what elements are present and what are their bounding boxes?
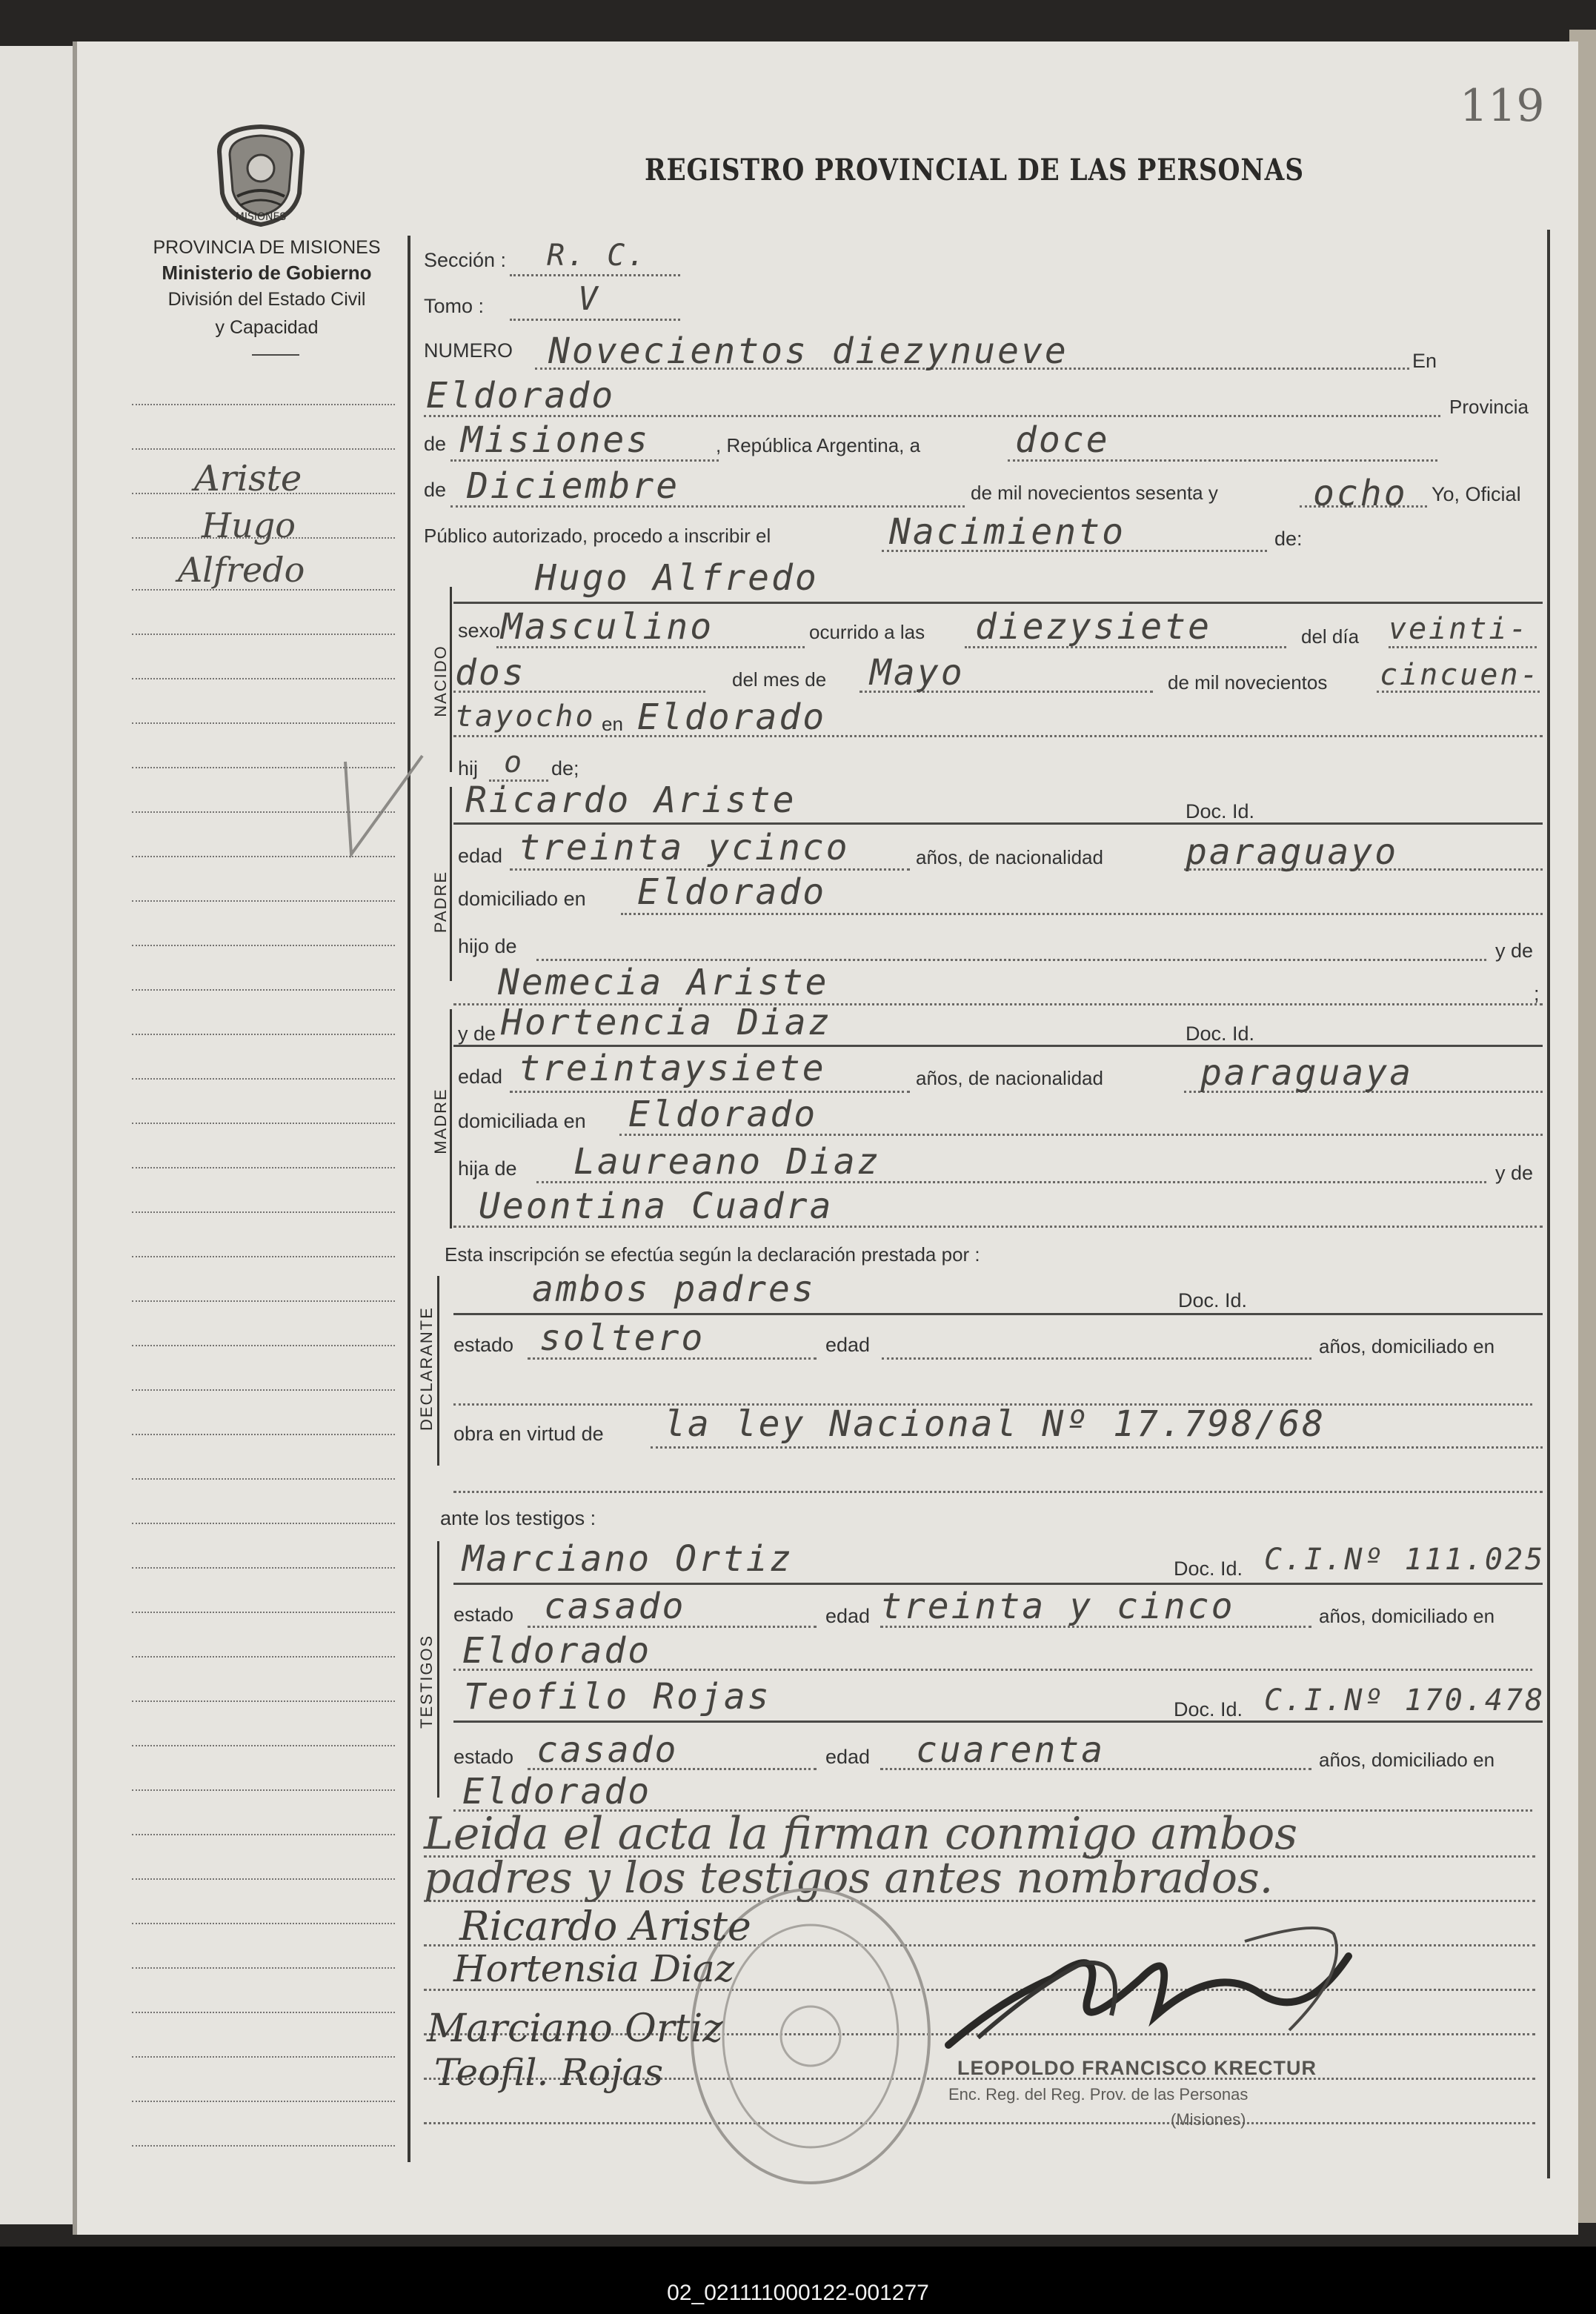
provincia-label: Provincia [1449,396,1529,418]
ley-line-2 [453,1491,1543,1493]
provincial-seal-icon [210,122,311,227]
margin-note-name2: Alfredo [178,550,305,590]
madre-doc-label: Doc. Id. [1186,1023,1255,1045]
numero-label: NUMERO [424,339,513,362]
lugar-nac-value: Eldorado [637,696,827,738]
t2-anos-dom-label: años, domiciliado en [1319,1749,1495,1771]
margin-line [132,900,395,902]
margin-line [132,989,395,991]
t1-estado-label: estado [453,1603,514,1626]
margin-line [132,1656,395,1658]
t1-anos-dom-label: años, domiciliado en [1319,1605,1495,1627]
margin-line [132,767,395,768]
hij-label: hij [458,757,479,779]
madre-nombre-line [453,1045,1543,1047]
margin-line [132,1834,395,1835]
cierre-text-2: padres y los testigos antes nombrados. [424,1852,1274,1903]
padre-nombre-line [453,822,1543,825]
madre-madre-value: Ueontina Cuadra [479,1186,834,1227]
publico-label: Público autorizado, procedo a inscribir el [424,525,771,547]
margin-line [132,2012,395,2013]
t2-doc-label: Doc. Id. [1174,1698,1243,1720]
decl-estado-label: estado [453,1334,514,1356]
madre-edad-label: edad [458,1065,503,1088]
dia-nac-line [1389,646,1537,648]
letterhead-province: PROVINCIA DE MISIONES [153,237,381,258]
madre-dom-label: domiciliada en [458,1110,586,1132]
scan-file-caption: 02_021111000122-001277 [667,2281,929,2305]
ano-nac-value-2: tayocho [455,699,596,734]
de-semicolon-label: de; [551,757,579,779]
en-label: En [1412,350,1437,372]
declarante-side-label: DECLARANTE [417,1306,436,1431]
margin-line [132,1078,395,1080]
margin-check-mark-icon [339,747,428,865]
padre-edad-value: treinta ycinco [519,827,850,868]
ley-line [651,1446,1543,1449]
madre-hija-label: hija de [458,1157,517,1180]
letterhead-capacity: y Capacidad [215,317,319,338]
semicolon-label: ; [1534,983,1540,1005]
decl-edad-label: edad [825,1334,871,1356]
padre-hijo-line [536,959,1486,961]
margin-line [132,1923,395,1924]
t2-nombre-line [453,1720,1543,1723]
margin-divider [408,236,410,2162]
del-dia-label: del día [1301,625,1360,648]
margin-line [132,493,395,494]
page-title: REGISTRO PROVINCIAL DE LAS PERSONAS [645,153,1304,187]
ruled-line [424,2122,1535,2124]
padre-side-label: PADRE [431,870,450,934]
signature-testigo-2: Teofil. Rojas [434,2051,664,2094]
en-small-label: en [602,713,623,735]
margin-line [132,1478,395,1480]
padre-dom-line [621,913,1543,915]
ano-nac-value-1: cincuen- [1380,658,1540,692]
margin-line [132,1700,395,1702]
seccion-value: R. C. [547,239,648,273]
madre-edad-line [510,1091,910,1093]
margin-line [132,1123,395,1124]
mes-nac-value: Mayo [870,652,965,694]
margin-line [132,1789,395,1791]
margin-line [132,678,395,679]
padre-dom-label: domiciliado en [458,888,586,910]
t1-nombre-line [453,1583,1543,1585]
margin-line [132,811,395,813]
dia-value: doce [1015,419,1110,461]
padre-edad-line [510,868,910,871]
del-mes-label: del mes de [732,668,827,691]
madre-nac-value: paraguaya [1200,1052,1414,1094]
margin-line [132,2101,395,2102]
padre-nac-label: años, de nacionalidad [916,846,1103,868]
margin-line [132,448,395,450]
margin-line [132,2056,395,2058]
nacido-side-label: NACIDO [431,645,450,717]
decl-anos-dom-label: años, domiciliado en [1319,1335,1495,1357]
lugar-value: Eldorado [426,375,616,416]
margin-line [132,589,395,591]
de-mil-sesenta-label: de mil novecientos sesenta y [971,482,1218,504]
t1-nombre-value: Marciano Ortiz [462,1538,794,1580]
margin-line [132,1211,395,1213]
ley-value: la ley Nacional Nº 17.798/68 [664,1403,1326,1445]
sexo-value: Masculino [501,606,714,648]
signature-madre: Hortensia Diaz [453,1947,735,1990]
margin-line [132,1256,395,1257]
nombre-line [453,602,1543,604]
margin-line [132,1389,395,1391]
tomo-label: Tomo : [424,295,485,317]
inscripcion-label: Esta inscripción se efectúa según la declaración prestada por : [445,1243,980,1266]
madre-padre-value: Laureano Diaz [573,1141,881,1183]
madre-dom-value: Eldorado [628,1094,818,1135]
acto-value: Nacimiento [889,511,1125,553]
margin-line [132,1612,395,1613]
right-frame [1547,230,1550,2178]
margin-line [132,1878,395,1880]
obra-label: obra en virtud de [453,1423,604,1445]
nombre-value: Hugo Alfredo [535,557,819,599]
margin-line [132,1745,395,1746]
seccion-line [510,274,680,276]
tomo-line [510,319,680,321]
declarante-line [453,1313,1543,1315]
t1-dom-value: Eldorado [462,1630,652,1672]
testigos-bracket [437,1541,439,1798]
stamp-name: LEOPOLDO FRANCISCO KRECTUR [957,2057,1317,2079]
testigos-side-label: TESTIGOS [417,1634,436,1729]
declarante-value: ambos padres [532,1269,816,1310]
de-label: de [424,479,447,501]
mes-value: Diciembre [467,465,680,507]
svg-text:MISIONES: MISIONES [235,211,287,223]
de-colon-label: de: [1274,528,1303,550]
de-label: de [424,433,447,455]
signature-padre: Ricardo Ariste [459,1903,751,1949]
sexo-label: sexo [458,619,501,642]
de-mil-label: de mil novecientos [1168,671,1328,694]
margin-line [132,1167,395,1168]
seccion-label: Sección : [424,249,507,271]
ocurrido-label: ocurrido a las [809,621,925,643]
t1-estado-value: casado [544,1586,686,1627]
letterhead-rule [252,354,299,356]
stamp-role: Enc. Reg. del Reg. Prov. de las Personas [948,2085,1248,2104]
margin-line [132,945,395,946]
madre-edad-value: treintaysiete [519,1048,826,1089]
margin-line [132,404,395,405]
madre-nombre-value: Hortencia Diaz [501,1002,832,1043]
margin-line [132,1967,395,1969]
decl-estado-value: soltero [539,1317,705,1359]
declarante-doc-label: Doc. Id. [1178,1289,1248,1311]
t1-doc-label: Doc. Id. [1174,1557,1243,1580]
ano-value: ocho [1313,473,1408,514]
t2-edad-value: cuarenta [916,1729,1105,1771]
ante-testigos-label: ante los testigos : [440,1507,596,1529]
padre-nombre-value: Ricardo Ariste [465,779,797,821]
declarante-bracket [437,1276,439,1466]
t2-estado-value: casado [536,1729,679,1771]
margin-line [132,1345,395,1346]
dia-nac-value-1: veinti- [1389,612,1529,646]
margin-note-surname: Ariste [194,458,302,499]
t2-doc-value: C.I.Nº 170.478 [1264,1683,1546,1718]
margin-line [132,856,395,857]
padre-nac-value: paraguayo [1186,831,1399,873]
madre-side-label: MADRE [431,1088,450,1154]
t1-edad-value: treinta y cinco [880,1586,1235,1627]
t2-dom-value: Eldorado [462,1771,652,1812]
padre-dom-value: Eldorado [637,871,827,913]
hij-value: o [504,745,525,779]
margin-note-name1: Hugo [202,505,296,545]
signature-testigo-1: Marciano Ortiz [427,2007,723,2051]
letterhead-ministry: Ministerio de Gobierno [162,262,372,284]
margin-line [132,722,395,724]
page-number: 119 [1460,80,1545,132]
madre-y-de-label-2: y de [1495,1162,1534,1184]
republica-label: , República Argentina, a [716,434,921,456]
t1-edad-label: edad [825,1605,871,1627]
letterhead-division: División del Estado Civil [167,289,366,310]
cierre-text-1: Leida el acta la firman conmigo ambos [424,1808,1298,1860]
provincia-value: Misiones [461,419,651,461]
t1-doc-value: C.I.Nº 111.025 [1264,1543,1546,1577]
stamp-place: (Misiones) [1171,2110,1246,2129]
left-page-edge [0,46,77,2224]
official-signature-scribble-icon [934,1912,1363,2075]
tomo-value: V [578,280,600,318]
margin-line [132,1523,395,1524]
padre-doc-label: Doc. Id. [1186,800,1255,822]
padre-y-de-label: y de [1495,940,1534,962]
yo-oficial-label: Yo, Oficial [1432,483,1521,505]
padre-hijo-label: hijo de [458,935,517,957]
margin-line [132,1034,395,1035]
madre-nac-label: años, de nacionalidad [916,1067,1103,1089]
hora-value: diezysiete [975,606,1211,648]
numero-value: Novecientos diezynueve [548,330,1068,372]
padre-madre-value: Nemecia Ariste [498,962,829,1003]
margin-line [132,2145,395,2147]
t2-edad-label: edad [825,1746,871,1768]
margin-line [132,537,395,539]
decl-edad-line [882,1357,1311,1360]
margin-line [132,1567,395,1569]
madre-y-de-label: y de [458,1023,496,1045]
t2-nombre-value: Teofilo Rojas [464,1676,771,1718]
dia-nac-value-2: dos [455,652,526,694]
t2-estado-label: estado [453,1746,514,1768]
margin-line [132,1300,395,1302]
padre-edad-label: edad [458,845,503,867]
margin-line [132,1434,395,1435]
margin-line [132,634,395,635]
